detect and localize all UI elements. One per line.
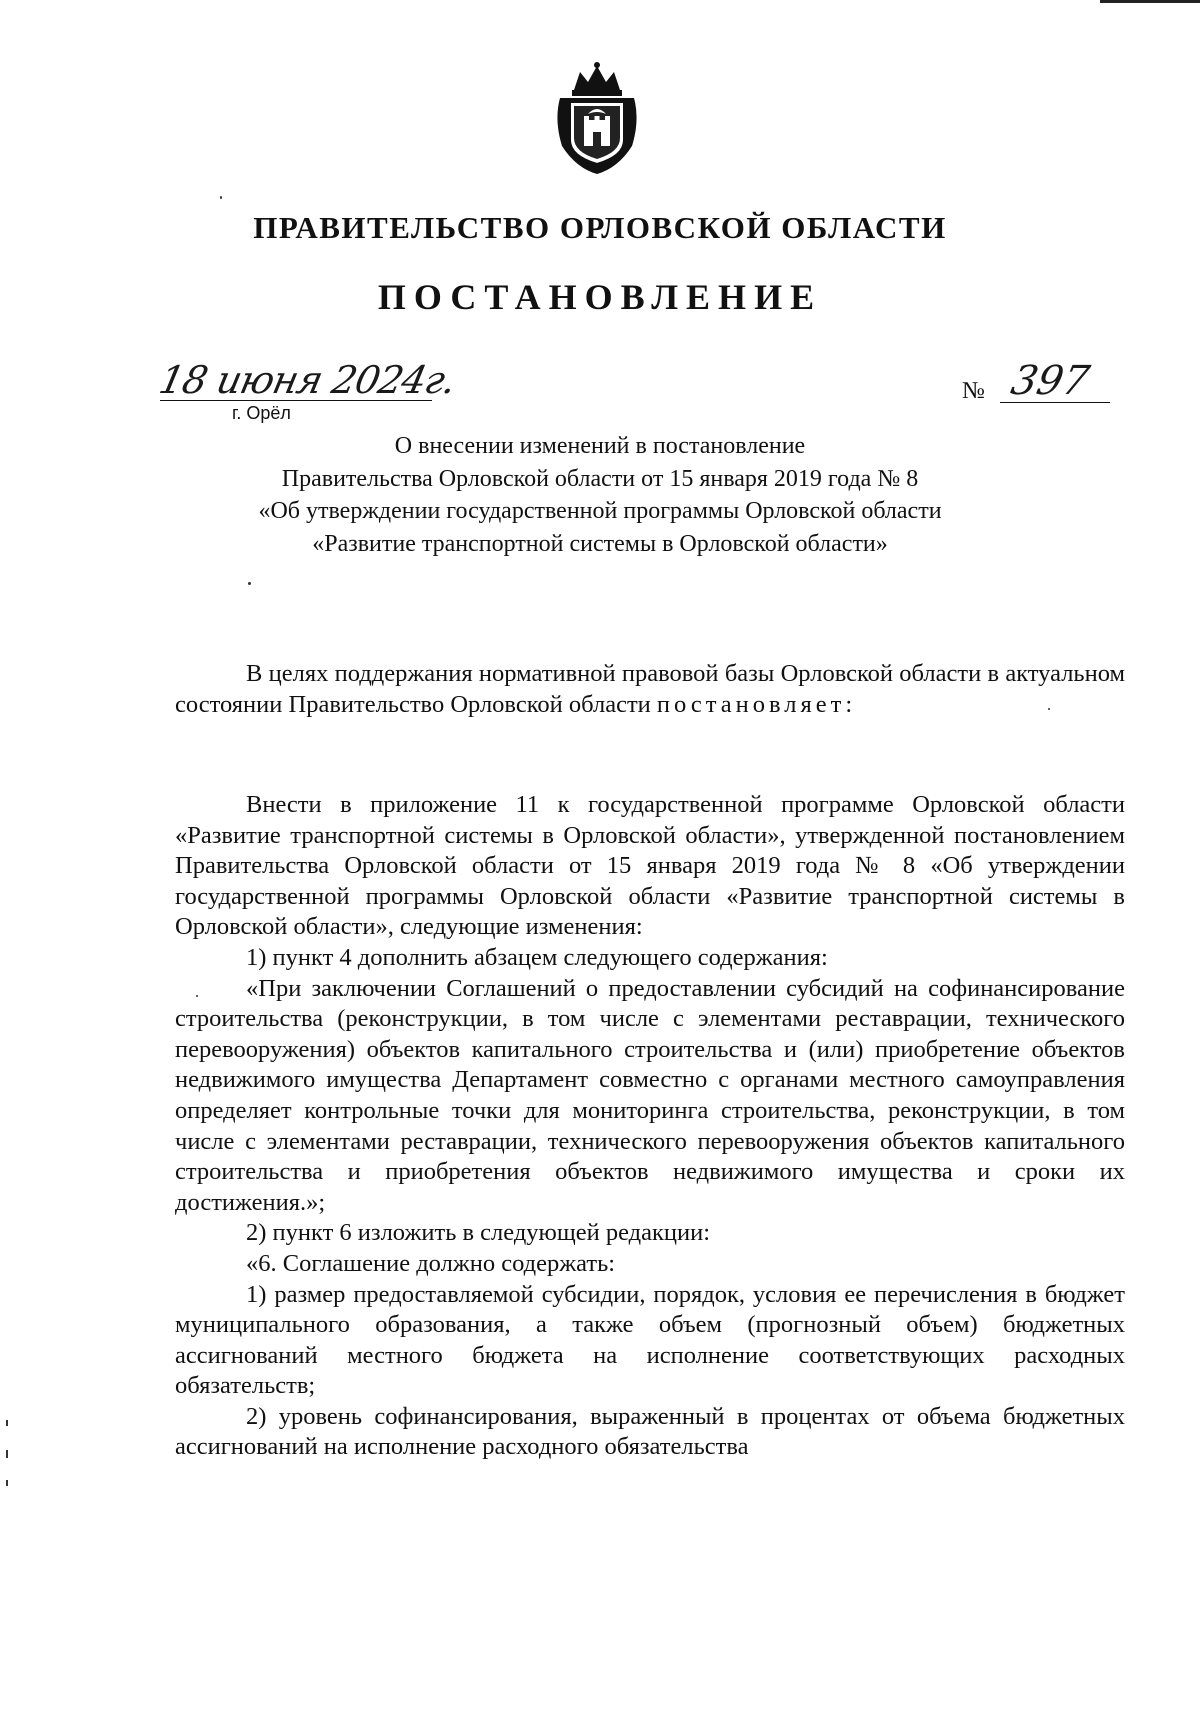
date-underline: [160, 400, 432, 401]
body-paragraph: 2) пункт 6 изложить в следующей редакции:: [246, 1219, 711, 1247]
document-body: [175, 790, 1125, 1463]
body-paragraph: «При заключении Соглашений о предоставлении субсидий на софинансирование строительства (реконструкции, в том числе с элементами реставрации, технического перевооружения) объектов капитального строительства и (или) приобретение объектов недвижимого имущества Департамент совместно с органами местного самоуправления определяет контрольные точки для мониторинга строительства, реконструкции, в том числе с элементами реставрации, технического перевооружения объектов капитального строительства и приобретения объектов недвижимого имущества и сроки их достижения.»;: [175, 974, 1125, 1216]
document-subject: [140, 430, 1060, 560]
scan-edge-mark: [6, 1450, 8, 1458]
handwritten-number: 397: [1007, 358, 1094, 404]
body-paragraph: 1) пункт 4 дополнить абзацем следующего содержания:: [246, 943, 828, 971]
subject-line: «Развитие транспортной системы в Орловской области»: [312, 530, 888, 557]
handwritten-date: 18 июня 2024г.: [155, 358, 460, 402]
scan-speck: [248, 582, 251, 585]
scan-speck: [220, 196, 222, 199]
scan-speck: [196, 995, 198, 997]
subject-line: «Об утверждении государственной программы Орловской области: [258, 498, 942, 524]
scan-edge-mark: [1100, 0, 1200, 3]
coat-of-arms-icon: [552, 60, 642, 176]
subject-line: О внесении изменений в постановление: [394, 433, 806, 459]
subject-line: Правительства Орловской области от 15 января 2019 года № 8: [281, 465, 919, 492]
city-label: г. Орёл: [232, 403, 291, 423]
body-paragraph: Внести в приложение 11 к государственной программе Орловской области «Развитие транспортной системы в Орловской области», утвержденной постановлением Правительства Орловской области от 15 января 2019 года № 8 «Об утверждении государственной программы Орловской области «Развитие транспортной системы в Орловской области», следующие изменения:: [175, 791, 1125, 941]
number-underline: [1000, 402, 1110, 403]
scan-speck: [1048, 708, 1050, 710]
body-paragraph: «6. Соглашение должно содержать:: [246, 1249, 616, 1277]
scan-edge-mark: [6, 1420, 8, 1426]
preamble: [175, 659, 1125, 720]
preamble-text: В целях поддержания нормативной правовой базы Орловской области в актуальном состоянии Правительство Орловской области: [175, 660, 1125, 718]
number-sign: №: [962, 378, 985, 404]
resolves-word: постановляет:: [656, 690, 857, 718]
scan-edge-mark: [6, 1480, 8, 1486]
document-type-title: ПОСТАНОВЛЕНИЕ: [377, 277, 823, 317]
body-paragraph: 1) размер предоставляемой субсидии, порядок, условия ее перечисления в бюджет муниципального образования, а также объем (прогнозный объем) бюджетных ассигнований местного бюджета на исполнение соответствующих расходных обязательств;: [175, 1280, 1125, 1400]
organization-title: ПРАВИТЕЛЬСТВО ОРЛОВСКОЙ ОБЛАСТИ: [253, 210, 947, 245]
body-paragraph: 2) уровень софинансирования, выраженный в процентах от объема бюджетных ассигнований на исполнение расходного обязательства: [175, 1402, 1125, 1461]
